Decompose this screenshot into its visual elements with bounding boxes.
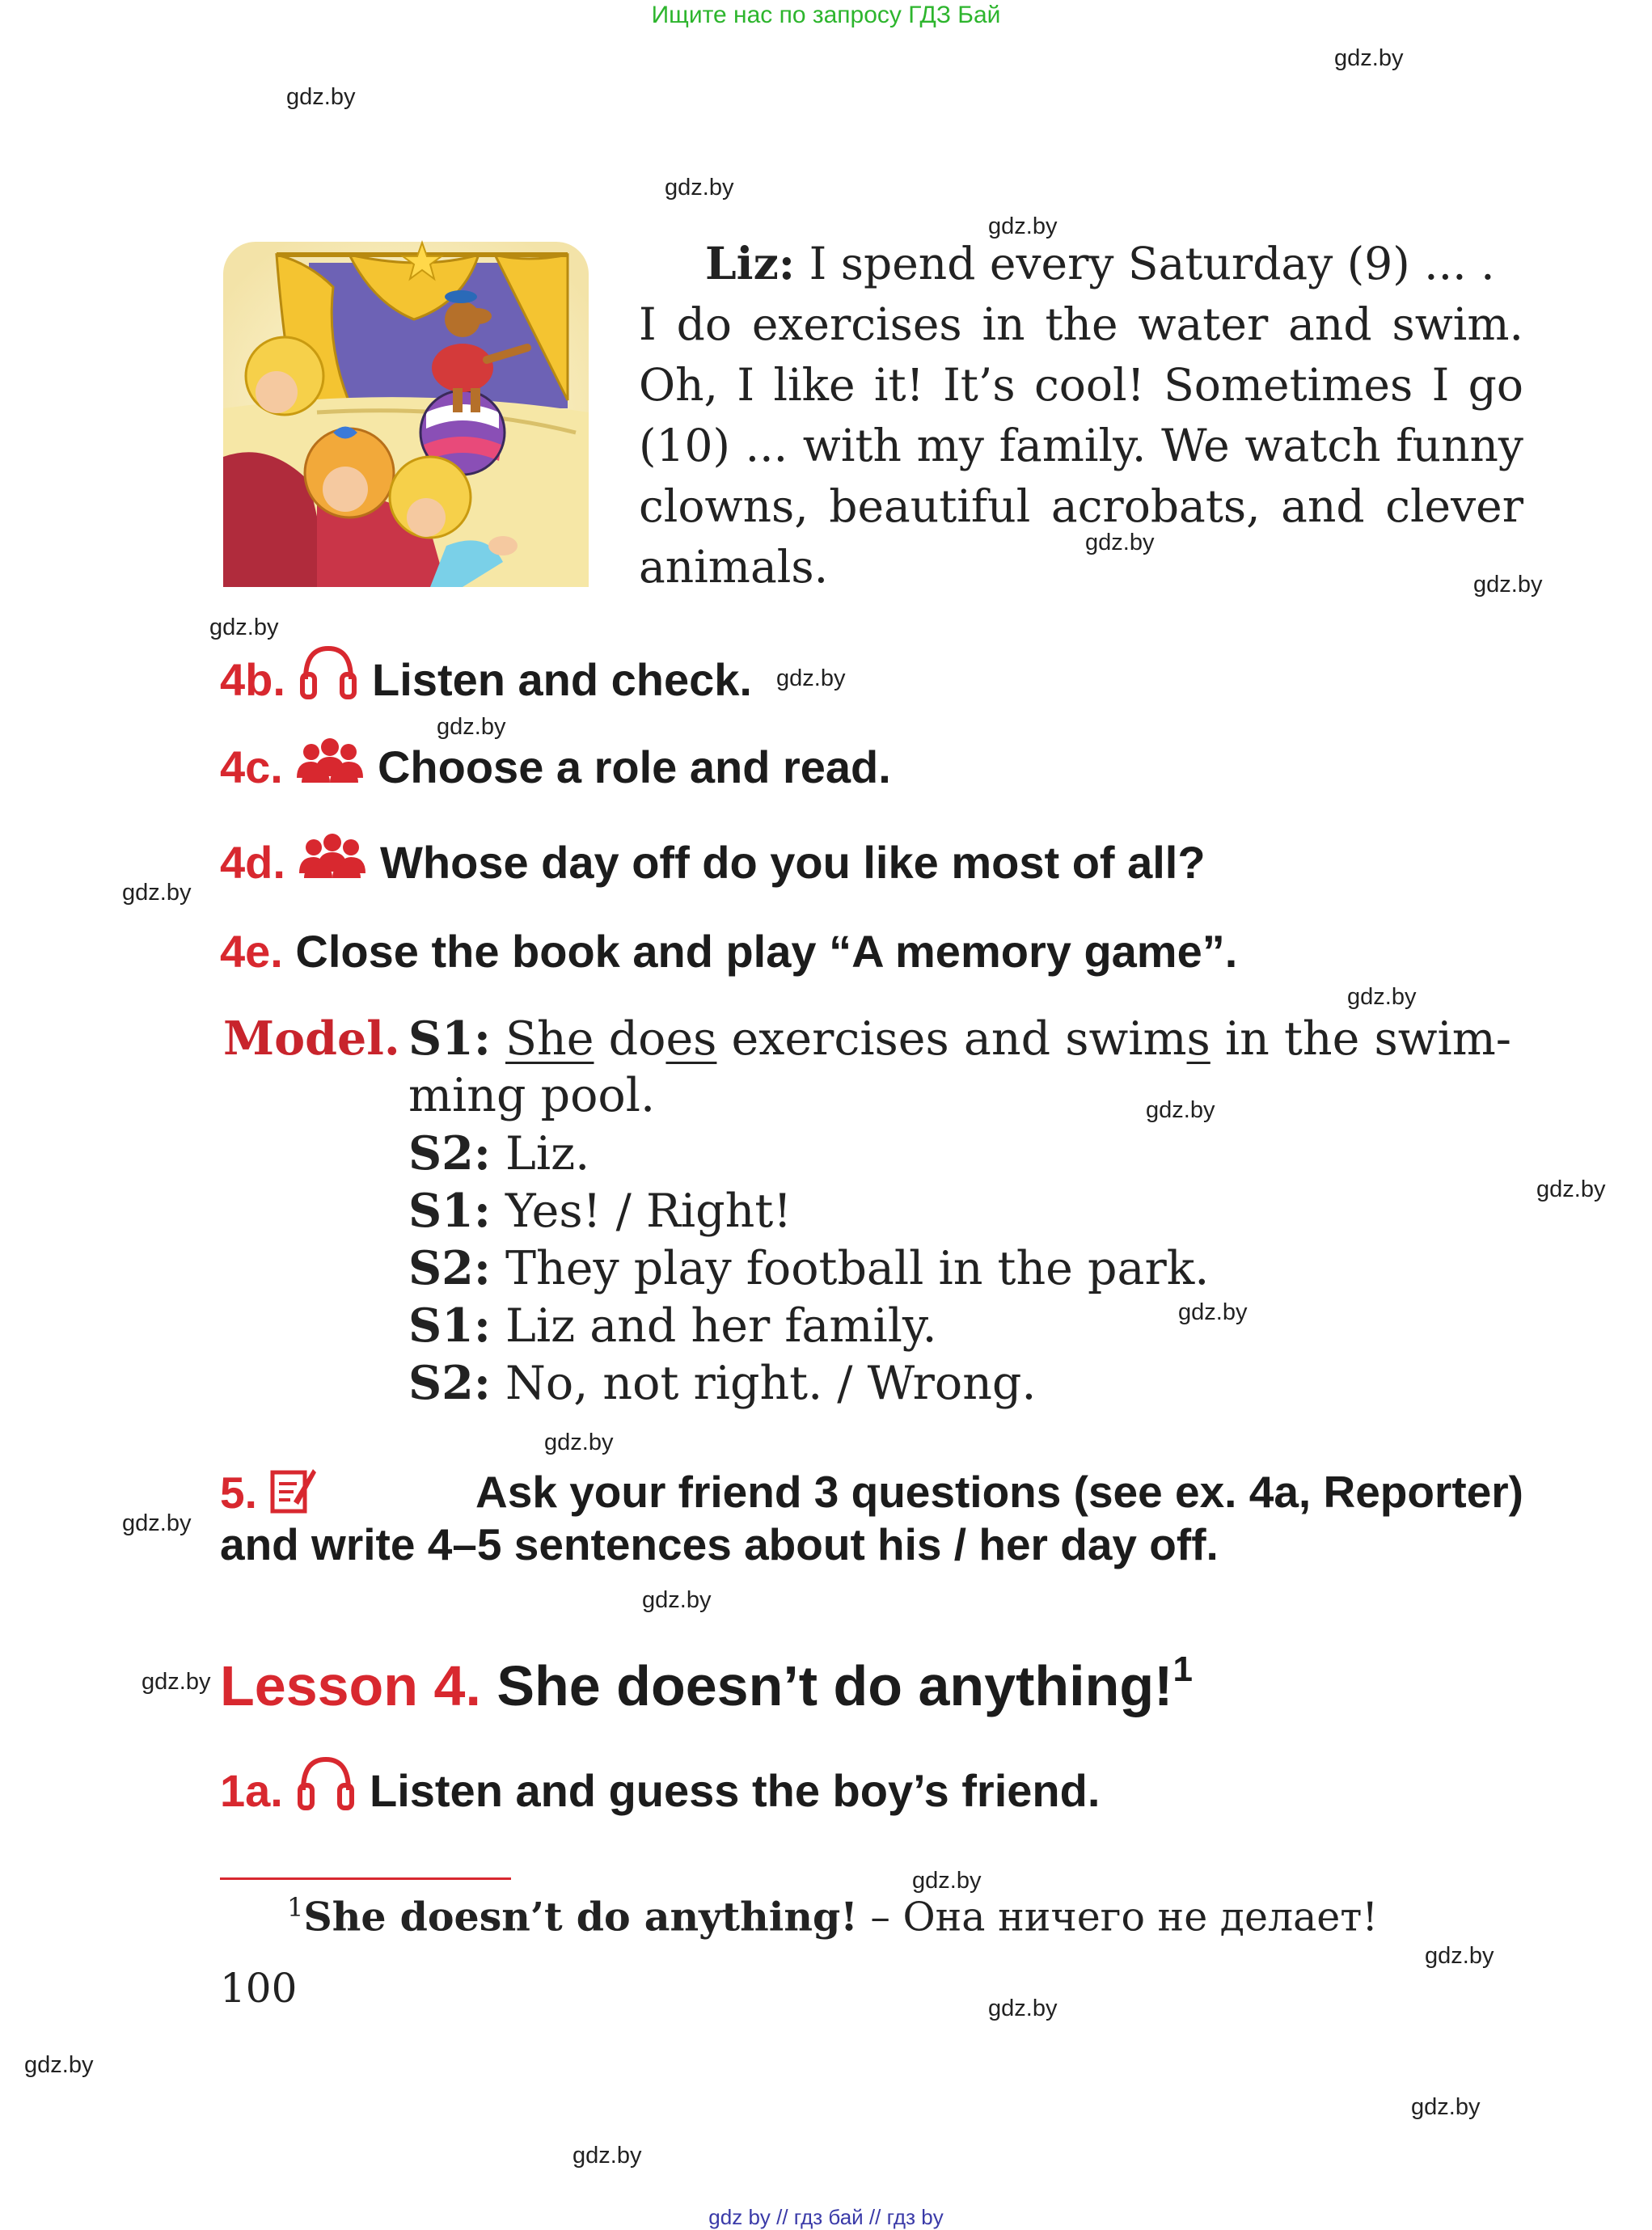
watermark: gdz.by — [1347, 984, 1417, 1010]
watermark: gdz.by — [122, 880, 192, 906]
watermark: gdz.by — [665, 175, 734, 201]
writing-icon — [269, 1464, 318, 1514]
watermark: gdz.by — [1473, 572, 1543, 598]
footer-links: gdz by // гдз бай // гдз by — [708, 2205, 944, 2229]
watermark: gdz.by — [1536, 1176, 1606, 1202]
watermark: gdz.by — [988, 213, 1058, 239]
speaker: S1: — [408, 1012, 491, 1066]
underlined-word: She — [505, 1012, 594, 1066]
speaker: S1: — [408, 1299, 491, 1353]
footnote-russian: – Она ничего не делает! — [857, 1894, 1379, 1941]
watermark: gdz.by — [642, 1587, 712, 1613]
watermark: gdz.by — [209, 615, 279, 640]
exercise-text: Whose day off do you like most of all? — [380, 837, 1206, 888]
speaker-liz: Liz: — [705, 237, 796, 289]
exercise-text: Listen and guess the boy’s friend. — [369, 1765, 1101, 1816]
underlined-ending: es — [665, 1012, 717, 1066]
text: No, not right. / Wrong. — [505, 1357, 1037, 1410]
watermark: gdz.by — [437, 714, 506, 740]
lesson-title: She doesn’t do anything! — [496, 1654, 1173, 1717]
text: They play football in the park. — [505, 1242, 1210, 1295]
exercise-text-line2: and write 4–5 sentences about his / her day off. — [220, 1519, 1219, 1569]
group-icon — [295, 737, 365, 789]
text: Liz and her family. — [505, 1299, 937, 1353]
watermark: gdz.by — [988, 1996, 1058, 2021]
liz-line-1: I spend every Saturday (9) ... . — [809, 238, 1495, 289]
footnote-english: She doesn’t do anything! — [303, 1893, 858, 1941]
watermark: gdz.by — [544, 1430, 614, 1455]
watermark: gdz.by — [286, 84, 356, 110]
speaker: S2: — [408, 1241, 491, 1295]
watermark: gdz.by — [572, 2143, 642, 2169]
watermark: gdz.by — [776, 665, 846, 691]
group-icon — [298, 833, 367, 885]
watermark: gdz.by — [1178, 1299, 1248, 1325]
speaker: S2: — [408, 1126, 491, 1180]
model-label: Model. — [223, 1012, 400, 1066]
footnote-number: 1 — [287, 1892, 304, 1923]
watermark: gdz.by — [122, 1510, 192, 1536]
speaker: S2: — [408, 1356, 491, 1410]
watermark: gdz.by — [24, 2052, 94, 2078]
footnote-marker: 1 — [1172, 1649, 1193, 1689]
model-line — [408, 1356, 1037, 1410]
top-banner: Ищите нас по запросу ГДЗ Бай — [651, 2, 1001, 28]
exercise-1a — [220, 1755, 1100, 1817]
watermark: gdz.by — [1085, 530, 1155, 555]
text: exercises and swim — [731, 1012, 1187, 1066]
model-line: ming pool. — [408, 1069, 656, 1122]
liz-paragraph — [639, 233, 1523, 598]
exercise-5 — [220, 1464, 1523, 1570]
model-line — [408, 1012, 1511, 1066]
watermark: gdz.by — [1411, 2094, 1481, 2120]
exercise-text: Listen and check. — [372, 654, 752, 705]
watermark: gdz.by — [1334, 45, 1404, 71]
lesson-label: Lesson 4. — [220, 1654, 481, 1717]
liz-text: I do exercises in the water and swim. Oh, I like it! It’s cool! Sometimes I go (10) ... with my family. We watch funny clowns, beautiful acrobats, and clever animals. — [639, 298, 1523, 593]
headphones-icon — [298, 644, 359, 702]
page-number: 100 — [220, 1965, 298, 2012]
exercise-number: 1a. — [220, 1765, 283, 1816]
speaker: S1: — [408, 1184, 491, 1238]
model-line — [408, 1299, 937, 1353]
watermark: gdz.by — [1146, 1097, 1215, 1123]
footnote — [287, 1892, 1378, 1940]
model-line — [408, 1126, 589, 1180]
exercise-text: Choose a role and read. — [377, 741, 891, 792]
watermark: gdz.by — [1425, 1943, 1494, 1969]
watermark: gdz.by — [142, 1669, 211, 1695]
exercise-4e — [220, 925, 1237, 978]
underlined-ending: s — [1186, 1012, 1210, 1066]
text: in the swim- — [1224, 1012, 1512, 1066]
exercise-text: Ask your friend 3 questions (see ex. 4a, Reporter) — [475, 1466, 1523, 1517]
circus-illustration — [220, 239, 592, 590]
exercise-text: Close the book and play “A memory game”. — [295, 926, 1238, 977]
exercise-number: 4b. — [220, 654, 285, 705]
text: Liz. — [505, 1127, 590, 1180]
exercise-4b — [220, 644, 752, 706]
model-line — [408, 1241, 1209, 1295]
exercise-4d — [220, 833, 1206, 889]
text: Yes! / Right! — [505, 1185, 792, 1238]
exercise-number: 4c. — [220, 741, 283, 792]
model-line — [408, 1184, 792, 1238]
text: do — [608, 1012, 666, 1066]
exercise-number: 4d. — [220, 837, 285, 888]
watermark: gdz.by — [912, 1868, 982, 1894]
lesson-heading — [220, 1649, 1193, 1718]
headphones-icon — [295, 1755, 357, 1813]
footnote-divider — [220, 1877, 511, 1880]
exercise-number: 5. — [220, 1468, 257, 1518]
exercise-4c — [220, 737, 891, 793]
exercise-number: 4e. — [220, 926, 283, 977]
